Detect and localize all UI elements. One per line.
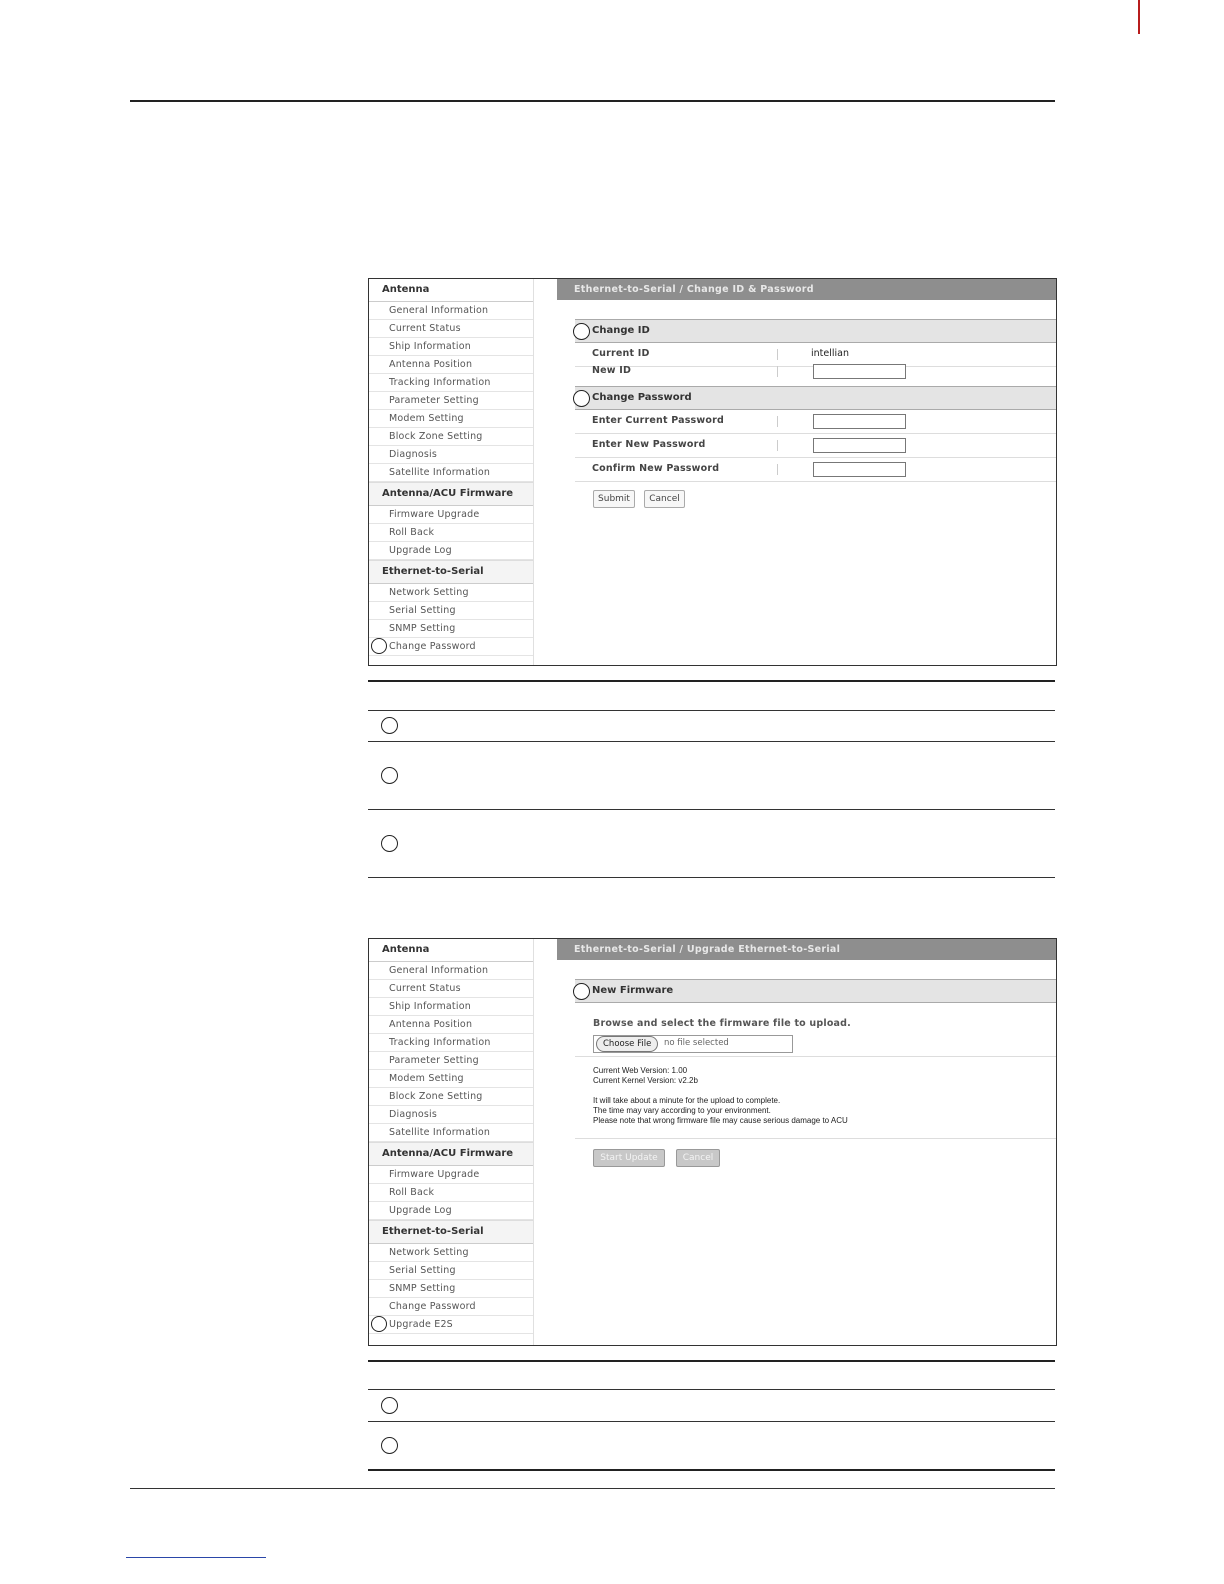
- callout-circle: [381, 1437, 398, 1454]
- sidebar-item-label: Modem Setting: [389, 1073, 464, 1084]
- callout-circle: [371, 638, 387, 654]
- sidebar: [369, 939, 534, 1345]
- sidebar-item-label: Block Zone Setting: [389, 1091, 483, 1102]
- callout-circle: [573, 390, 590, 407]
- table-bottom-rule: [368, 1469, 1055, 1471]
- sidebar-item-label: Tracking Information: [389, 1037, 491, 1048]
- callout-circle: [381, 835, 398, 852]
- field-label: New ID: [592, 365, 632, 376]
- callout-circle: [381, 717, 398, 734]
- sidebar-item[interactable]: [369, 1088, 533, 1106]
- sidebar-item-label: Diagnosis: [389, 1109, 437, 1120]
- sidebar-heading: Antenna/ACU Firmware: [369, 1142, 533, 1166]
- divider: [777, 416, 778, 427]
- divider: [777, 440, 778, 451]
- callout-circle: [573, 323, 590, 340]
- breadcrumb: Ethernet-to-Serial / Change ID & Password: [557, 279, 1056, 300]
- browse-instruction: Browse and select the firmware file to upload.: [593, 1018, 851, 1029]
- sidebar-item[interactable]: [369, 602, 533, 620]
- sidebar-item[interactable]: [369, 1166, 533, 1184]
- upload-note-text: It will take about a minute for the upload to complete.: [593, 1096, 781, 1105]
- callout-circle: [573, 983, 590, 1000]
- sidebar-item[interactable]: [369, 1016, 533, 1034]
- sidebar-item-label: Upgrade Log: [389, 1205, 452, 1216]
- current-id-value: intellian: [811, 348, 849, 359]
- sidebar-item[interactable]: [369, 320, 533, 338]
- sidebar-item[interactable]: [369, 1298, 533, 1316]
- sidebar-item[interactable]: [369, 620, 533, 638]
- sidebar-item[interactable]: [369, 1280, 533, 1298]
- sidebar-item-label: General Information: [389, 305, 489, 316]
- new-password-row: [575, 434, 1056, 458]
- table-top-rule: [368, 680, 1055, 682]
- sidebar: [369, 279, 534, 665]
- choose-file-button[interactable]: Choose File: [596, 1036, 658, 1052]
- sidebar-item[interactable]: [369, 1202, 533, 1220]
- section-title: New Firmware: [592, 985, 674, 996]
- sidebar-item[interactable]: [369, 464, 533, 482]
- sidebar-item-label: Upgrade E2S: [389, 1319, 453, 1330]
- field-label: Enter New Password: [592, 439, 706, 450]
- table-rule: [368, 741, 1055, 742]
- sidebar-item-label: Current Status: [389, 323, 461, 334]
- field-label: Current ID: [592, 348, 650, 359]
- field-label: Confirm New Password: [592, 463, 720, 474]
- current-password-row: [575, 410, 1056, 434]
- sidebar-item[interactable]: [369, 638, 533, 656]
- sidebar-item[interactable]: [369, 1034, 533, 1052]
- main-content: [559, 279, 1056, 665]
- upload-note-text: The time may vary according to your environment.: [593, 1106, 771, 1115]
- divider: [575, 1138, 1056, 1139]
- kernel-version-text: Current Kernel Version: v2.2b: [593, 1076, 698, 1085]
- sidebar-item[interactable]: [369, 338, 533, 356]
- new-id-input[interactable]: [813, 364, 906, 379]
- divider: [575, 1056, 1056, 1057]
- sidebar-item-label: Current Status: [389, 983, 461, 994]
- sidebar-item[interactable]: [369, 392, 533, 410]
- sidebar-item[interactable]: [369, 1052, 533, 1070]
- sidebar-item[interactable]: [369, 374, 533, 392]
- sidebar-heading: Antenna: [369, 279, 533, 302]
- upgrade-e2s-screenshot: [368, 938, 1057, 1346]
- table-rule: [368, 1389, 1055, 1390]
- sidebar-item[interactable]: [369, 302, 533, 320]
- new-id-row: [575, 360, 1056, 383]
- sidebar-item-label: Satellite Information: [389, 1127, 491, 1138]
- footer-rule: [130, 1488, 1055, 1489]
- page-edge-mark: [1138, 0, 1140, 34]
- sidebar-item-label: Parameter Setting: [389, 395, 479, 406]
- selected-file-text: no file selected: [664, 1038, 729, 1048]
- sidebar-item[interactable]: [369, 1070, 533, 1088]
- divider: [777, 464, 778, 475]
- sidebar-item-label: General Information: [389, 965, 489, 976]
- sidebar-item-label: Serial Setting: [389, 1265, 456, 1276]
- sidebar-item[interactable]: [369, 428, 533, 446]
- sidebar-heading: Antenna/ACU Firmware: [369, 482, 533, 506]
- new-password-input[interactable]: [813, 438, 906, 453]
- sidebar-item-label: Change Password: [389, 1301, 476, 1312]
- sidebar-item-label: Roll Back: [389, 1187, 435, 1198]
- sidebar-item-label: Ship Information: [389, 341, 471, 352]
- sidebar-item-label: Network Setting: [389, 1247, 469, 1258]
- sidebar-item[interactable]: [369, 1244, 533, 1262]
- sidebar-item[interactable]: [369, 524, 533, 542]
- sidebar-item-label: Firmware Upgrade: [389, 1169, 480, 1180]
- divider: [777, 349, 778, 360]
- main-content: [559, 939, 1056, 1345]
- sidebar-item[interactable]: [369, 506, 533, 524]
- field-label: Enter Current Password: [592, 415, 725, 426]
- sidebar-heading: Antenna: [369, 939, 533, 962]
- header-rule: [130, 100, 1055, 102]
- sidebar-item[interactable]: [369, 542, 533, 560]
- sidebar-item[interactable]: [369, 356, 533, 374]
- sidebar-item-label: Network Setting: [389, 587, 469, 598]
- change-id-password-screenshot: [368, 278, 1057, 666]
- callout-circle: [381, 767, 398, 784]
- section-title: Change ID: [592, 325, 650, 336]
- sidebar-item[interactable]: [369, 1106, 533, 1124]
- sidebar-item-label: SNMP Setting: [389, 1283, 456, 1294]
- sidebar-heading: Ethernet-to-Serial: [369, 1220, 533, 1244]
- breadcrumb: Ethernet-to-Serial / Upgrade Ethernet-to-Serial: [557, 939, 1056, 960]
- warning-text: Please note that wrong firmware file may cause serious damage to ACU: [593, 1116, 848, 1125]
- divider: [777, 366, 778, 377]
- sidebar-item-label: SNMP Setting: [389, 623, 456, 634]
- section-title: Change Password: [592, 392, 692, 403]
- footer-link-underline: [126, 1557, 266, 1558]
- table-rule: [368, 710, 1055, 711]
- change-password-section-header: [575, 386, 1056, 410]
- sidebar-item-label: Ship Information: [389, 1001, 471, 1012]
- sidebar-item[interactable]: [369, 980, 533, 998]
- sidebar-item-label: Block Zone Setting: [389, 431, 483, 442]
- file-picker: [593, 1035, 793, 1053]
- sidebar-item-label: Upgrade Log: [389, 545, 452, 556]
- table-rule: [368, 809, 1055, 810]
- callout-circle: [371, 1316, 387, 1332]
- sidebar-heading: Ethernet-to-Serial: [369, 560, 533, 584]
- sidebar-item[interactable]: [369, 584, 533, 602]
- sidebar-item-label: Serial Setting: [389, 605, 456, 616]
- sidebar-item-label: Firmware Upgrade: [389, 509, 480, 520]
- new-firmware-section-header: [575, 979, 1056, 1003]
- table-top-rule: [368, 1360, 1055, 1362]
- table-bottom-rule: [368, 877, 1055, 878]
- sidebar-item[interactable]: [369, 1124, 533, 1142]
- sidebar-item-label: Satellite Information: [389, 467, 491, 478]
- sidebar-item-label: Parameter Setting: [389, 1055, 479, 1066]
- sidebar-item[interactable]: [369, 1262, 533, 1280]
- sidebar-item[interactable]: [369, 962, 533, 980]
- sidebar-item[interactable]: [369, 446, 533, 464]
- sidebar-item[interactable]: [369, 998, 533, 1016]
- sidebar-item[interactable]: [369, 410, 533, 428]
- confirm-password-row: [575, 458, 1056, 482]
- sidebar-item-label: Roll Back: [389, 527, 435, 538]
- sidebar-item-label: Tracking Information: [389, 377, 491, 388]
- cancel-button[interactable]: Cancel: [644, 490, 685, 508]
- change-id-section-header: [575, 319, 1056, 343]
- sidebar-item-label: Change Password: [389, 641, 476, 652]
- sidebar-item-label: Modem Setting: [389, 413, 464, 424]
- sidebar-item-label: Antenna Position: [389, 359, 473, 370]
- sidebar-item[interactable]: [369, 1316, 533, 1334]
- sidebar-item-label: Diagnosis: [389, 449, 437, 460]
- cancel-button[interactable]: Cancel: [676, 1149, 720, 1167]
- submit-button[interactable]: Submit: [593, 490, 635, 508]
- sidebar-item[interactable]: [369, 1184, 533, 1202]
- callout-circle: [381, 1397, 398, 1414]
- start-update-button[interactable]: Start Update: [593, 1149, 665, 1167]
- confirm-password-input[interactable]: [813, 462, 906, 477]
- web-version-text: Current Web Version: 1.00: [593, 1066, 688, 1075]
- current-password-input[interactable]: [813, 414, 906, 429]
- sidebar-item-label: Antenna Position: [389, 1019, 473, 1030]
- table-rule: [368, 1421, 1055, 1422]
